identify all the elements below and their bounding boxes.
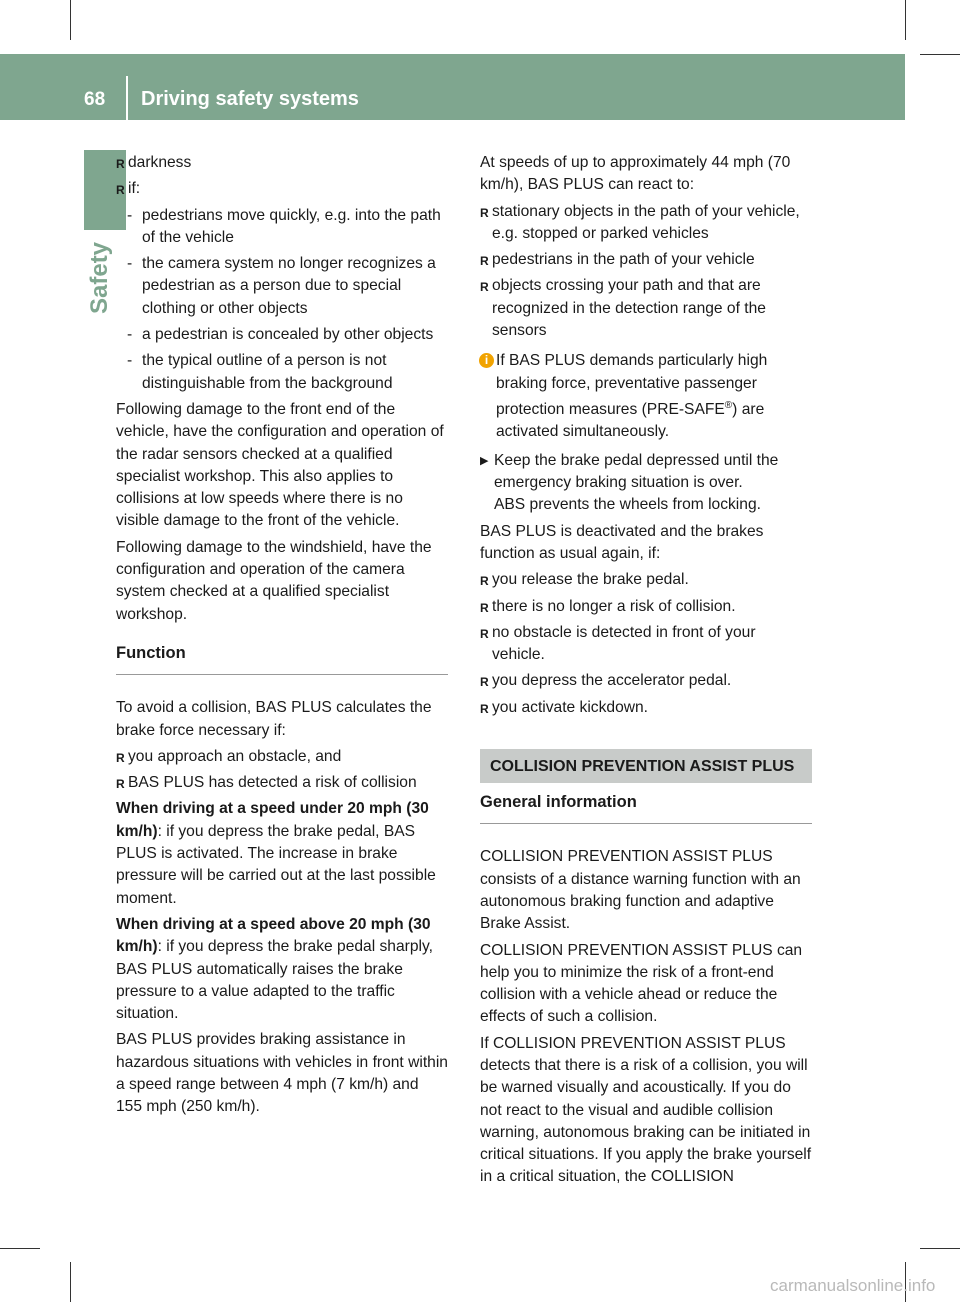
registered-mark: ® — [724, 399, 733, 411]
chapter-title: Driving safety systems — [141, 88, 359, 110]
text: : if you depress the brake pedal, BAS PLUS is activated. The increase in brake pressure will be carried out at the last possible moment. — [116, 822, 436, 907]
paragraph: COLLISION PREVENTION ASSIST PLUS can help you to minimize the risk of a front-end collision with a vehicle ahead or reduce the effects of such a collision. — [480, 941, 803, 1026]
crop-mark — [920, 54, 960, 55]
crop-mark — [920, 1248, 960, 1249]
info-icon: i — [479, 353, 494, 368]
sub-list-item: - the camera system no longer recognizes a pedestrian as a person due to special clothing or other objects — [116, 253, 448, 320]
list-item: R stationary objects in the path of your vehicle, e.g. stopped or parked vehicles — [480, 201, 812, 246]
text: ) are activated simultaneously. — [496, 401, 765, 441]
list-item: R you approach an obstacle, and — [116, 746, 448, 768]
list-item: R you depress the accelerator pedal. — [480, 670, 812, 692]
sub-list-item: - the typical outline of a person is not distinguishable from the background — [116, 350, 448, 395]
list-item: R you release the brake pedal. — [480, 569, 812, 591]
header-divider — [126, 76, 128, 120]
list-item: R darkness — [116, 152, 448, 174]
bold-lead: When driving at a speed under 20 mph (30 km/h) — [116, 800, 429, 840]
paragraph — [116, 798, 448, 909]
instruction-result: ABS prevents the wheels from locking. — [494, 496, 761, 514]
list-item: R if: — [116, 178, 448, 200]
list-item: R objects crossing your path and that are recognized in the detection range of the sensors — [480, 275, 812, 342]
text: : if you depress the brake pedal sharply, BAS PLUS automatically raises the brake pressure to a value adapted to the traffic situation. — [116, 938, 433, 1023]
watermark: carmanualsonline.info — [770, 1276, 936, 1295]
header-bar — [0, 54, 905, 120]
info-note — [480, 350, 812, 443]
instruction-text: ▶ Keep the brake pedal depressed until the emergency braking situation is over. — [494, 451, 779, 492]
left-column — [116, 152, 448, 1123]
instruction-step — [480, 450, 812, 517]
right-column — [480, 152, 812, 1193]
paragraph: At speeds of up to approximately 44 mph (70 km/h), BAS PLUS can react to: — [480, 154, 791, 194]
crop-mark — [0, 1248, 40, 1249]
paragraph: COLLISION PREVENTION ASSIST PLUS consists of a distance warning function with an autonomous braking function and adaptive Brake Assist. — [480, 848, 801, 933]
text: If BAS PLUS demands particularly high braking force, preventative passenger protection measures (PRE-SAFE — [496, 352, 768, 419]
cpa-heading: COLLISION PREVENTION ASSIST PLUS — [480, 749, 812, 783]
paragraph — [116, 914, 448, 1025]
crop-mark — [70, 1262, 71, 1302]
crop-mark — [70, 0, 71, 40]
list-item: R BAS PLUS has detected a risk of collision — [116, 772, 448, 794]
sub-list-item: - pedestrians move quickly, e.g. into the path of the vehicle — [116, 205, 448, 250]
list-item: R no obstacle is detected in front of your vehicle. — [480, 622, 812, 667]
list-item: R there is no longer a risk of collision. — [480, 596, 812, 618]
crop-mark — [905, 0, 906, 40]
sub-list-item: - a pedestrian is concealed by other objects — [116, 324, 448, 346]
list-item: R pedestrians in the path of your vehicle — [480, 249, 812, 271]
paragraph: If COLLISION PREVENTION ASSIST PLUS detects that there is a risk of a collision, you will be warned visually and acoustically. If you do not react to the visual and audible collision warning, autonomous braking can be initiated in critical situations. If you apply the brake yourself in a critical situation, the COLLISION — [480, 1034, 812, 1186]
page-number: 68 — [84, 89, 106, 110]
paragraph: Following damage to the windshield, have the configuration and operation of the camera system checked at a qualified specialist workshop. — [116, 538, 432, 623]
paragraph: Following damage to the front end of the vehicle, have the configuration and operation of the radar sensors checked at a qualified specialist workshop. This also applies to collisions at low speeds where there is no visible damage to the front of the vehicle. — [116, 400, 444, 530]
paragraph: BAS PLUS provides braking assistance in hazardous situations with vehicles in front within a speed range between 4 mph (7 km/h) and 155 mph (250 km/h). — [116, 1031, 448, 1116]
side-tab-label: Safety — [86, 241, 113, 315]
paragraph: BAS PLUS is deactivated and the brakes function as usual again, if: — [480, 522, 764, 562]
bold-lead: When driving at a speed above 20 mph (30 km/h) — [116, 915, 431, 956]
general-information-heading: General information — [480, 791, 812, 824]
paragraph: To avoid a collision, BAS PLUS calculates the brake force necessary if: — [116, 699, 432, 739]
list-item: R you activate kickdown. — [480, 697, 812, 719]
function-heading: Function — [116, 642, 448, 675]
